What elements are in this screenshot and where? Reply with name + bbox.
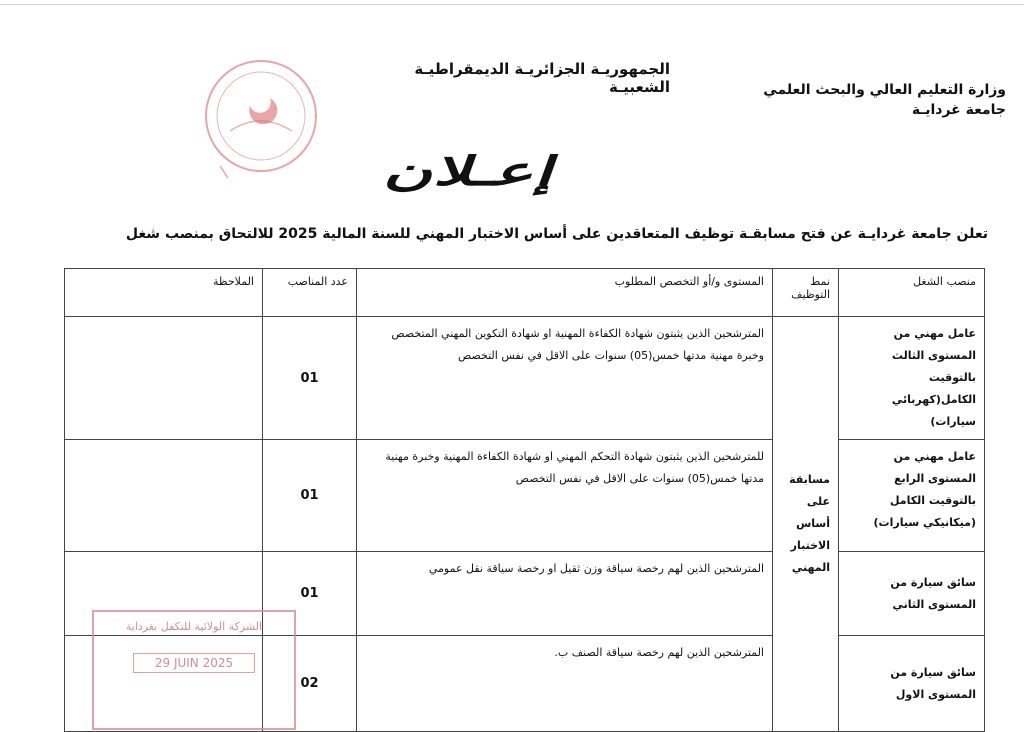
table-row <box>65 317 985 440</box>
cell-post: سائق سيارة من المستوى الثاني <box>839 552 985 636</box>
announcement-intro: تعلن جامعة غردايـة عن فتح مسابقـة توظيف المتعاقدين على أساس الاختبار المهني للسنة المالية 2025 للالتحاق بمنصب شغل <box>125 226 988 242</box>
cell-count: 01 <box>263 552 357 636</box>
cell-level: للمترشحين الذين يثبتون شهادة التحكم المهني او شهادة الكفاءة المهنية وخبرة مهنية مدتها خمس(05) سنوات على الاقل في نفس التخصص <box>357 440 773 552</box>
cell-note <box>65 317 263 440</box>
cell-post: عامل مهني من المستوى الثالث بالتوقيت الكامل(كهربائي سيارات) <box>839 317 985 440</box>
republic-header: الجمهوريـة الجزائريـة الديمقراطيـة الشعبيـة <box>414 60 670 96</box>
university-name: جامعة غردايـة <box>911 102 1006 118</box>
header-count: عدد المناصب <box>263 269 357 317</box>
cell-post: عامل مهني من المستوى الرابع بالتوقيت الكامل (ميكانيكي سيارات) <box>839 440 985 552</box>
stamp-date: 29 JUIN 2025 <box>133 653 255 673</box>
ministry-name: وزارة التعليم العالي والبحث العلمي <box>763 82 1006 98</box>
header-post: منصب الشغل <box>839 269 985 317</box>
cell-mode: مسابقة على أساس الاختبار المهني <box>773 317 839 732</box>
official-stamp <box>92 610 296 730</box>
table-row <box>65 440 985 552</box>
cell-note <box>65 440 263 552</box>
header-note: الملاحظة <box>65 269 263 317</box>
ministry-header <box>763 80 1006 120</box>
cell-level: المترشحين الذين لهم رخصة سياقة وزن ثقيل او رخصة سياقة نقل عمومي <box>357 552 773 636</box>
cell-count: 01 <box>263 317 357 440</box>
university-seal-icon <box>200 46 322 196</box>
cell-count: 01 <box>263 440 357 552</box>
cell-post: سائق سيارة من المستوى الاول <box>839 636 985 732</box>
announcement-title: إعـلان <box>379 148 566 195</box>
header-level: المستوى و/أو التخصص المطلوب <box>357 269 773 317</box>
cell-level: المترشحين الذين لهم رخصة سياقة الصنف ب. <box>357 636 773 732</box>
stamp-text: الشركة الولائية للتكفل بغرداية <box>125 620 263 633</box>
table-header-row <box>65 269 985 317</box>
header-mode: نمط التوظيف <box>773 269 839 317</box>
scan-top-edge <box>0 4 1024 5</box>
cell-count: 02 <box>263 636 357 732</box>
cell-level: المترشحين الذين يثبتون شهادة الكفاءة المهنية او شهادة التكوين المهني المتخصص وخبرة مهنية مدتها خمس(05) سنوات على الاقل في نفس التخصص <box>357 317 773 440</box>
